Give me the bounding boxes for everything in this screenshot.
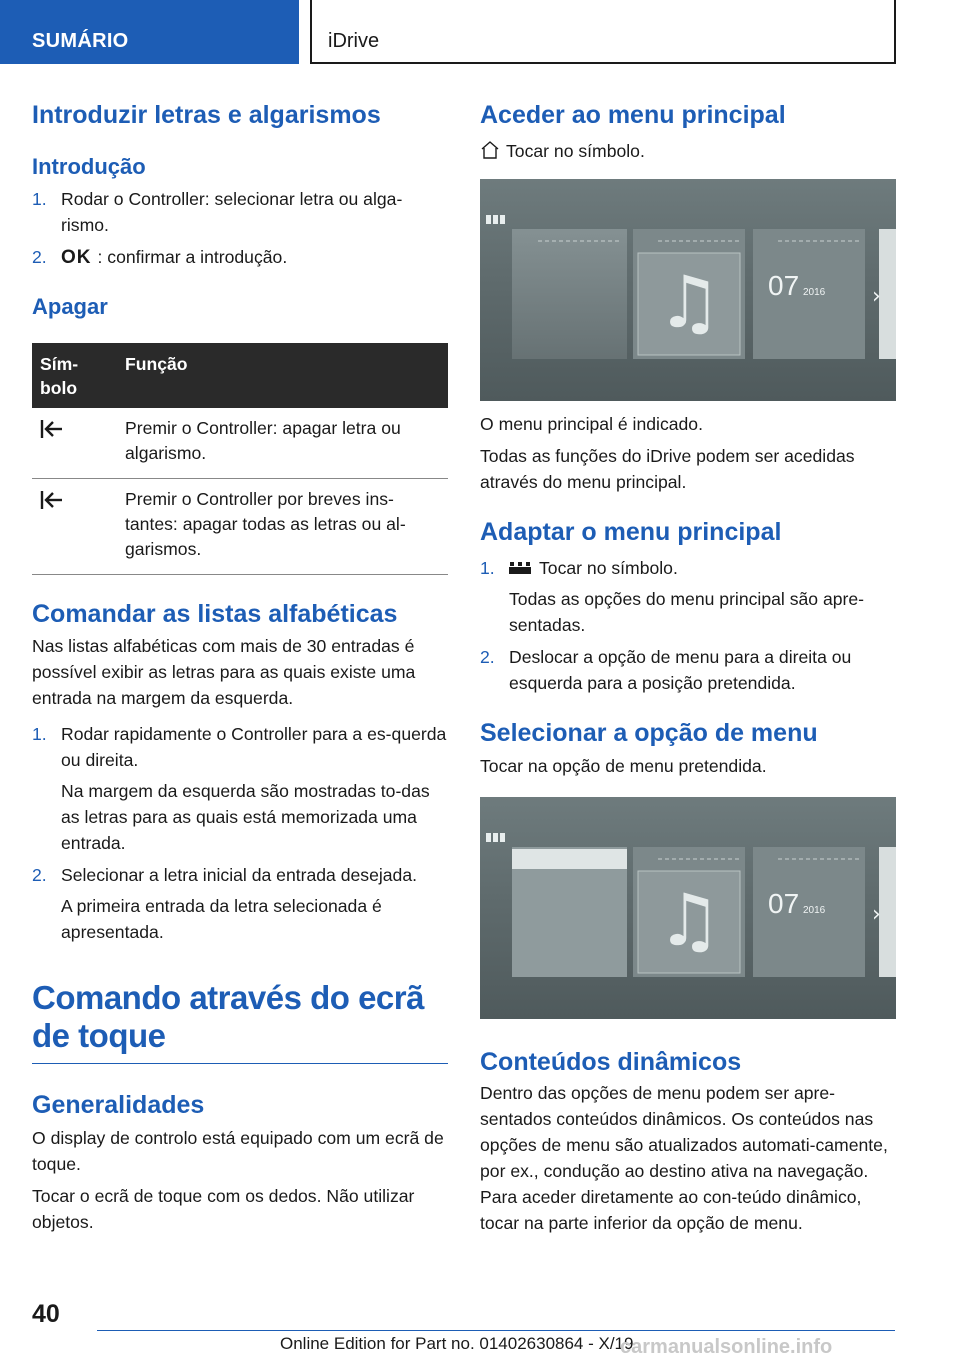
heading-letters: Introduzir letras e algarismos [32,101,381,129]
right-column [480,100,896,1236]
symbol-table [32,343,448,575]
general-paragraph-1: O display de controlo está equipado com um ecrã de toque. [32,1127,444,1174]
delete-arrow-icon [40,418,64,440]
step-text: Rodar rapidamente o Controller para a es-querda ou direita. [61,723,447,770]
header-bar [0,0,960,66]
idrive-screenshot-select [480,797,896,1019]
lists-intro: Nas listas alfabéticas com mais de 30 entradas é possível exibir as letras para as quais existe uma entrada na margem da esquerda. [32,635,416,708]
table-cell-symbol [32,408,117,479]
idrive-screen-graphic [480,179,896,401]
table-header-row [32,343,448,408]
tile-next [879,847,896,977]
date-year: 2016 [803,287,826,299]
general-paragraph-2: Tocar o ecrã de toque com os dedos. Não utilizar objetos. [32,1185,415,1232]
table-header-function: Função [117,343,448,408]
step-text: Selecionar a letra inicial da entrada desejada. [61,864,418,885]
music-note-icon: ♫ [656,260,722,345]
heading-input: Introdução [32,154,146,180]
heading-delete: Apagar [32,293,108,319]
select-paragraph: Tocar na opção de menu pretendida. [480,755,767,776]
list-item [480,644,896,696]
delete-arrow-icon [40,489,64,511]
footer-edition: Online Edition for Part no. 01402630864 - X/19 [280,1334,634,1353]
tab-summary[interactable]: SUMÁRIO [0,0,299,64]
step-number: 2. [32,246,47,267]
tile-selected-header [512,849,627,869]
table-row [32,408,448,479]
step-text: Tocar no símbolo. [539,557,678,578]
step-text: Rodar o Controller: selecionar letra ou alga-rismo. [61,188,403,235]
tile-next [879,229,896,359]
heading-general: Generalidades [32,1090,205,1119]
step-number: 2. [480,646,495,667]
heading-main-menu: Aceder ao menu principal [480,101,786,129]
step-number: 1. [32,188,47,209]
heading-alpha-lists: Comandar as listas alfabéticas [32,600,398,629]
music-note-icon: ♫ [656,877,722,962]
list-item [32,721,448,856]
table-cell-function: Premir o Controller por breves ins-tantes: apagar todas as letras ou al-garismos. [117,479,448,575]
date-number: 07 [768,270,800,302]
table-row [32,479,448,575]
main-menu-hint-text: Tocar no símbolo. [506,141,645,162]
heading-adapt-menu: Adaptar o menu principal [480,518,782,547]
table-cell-symbol [32,479,117,575]
input-steps [32,186,448,271]
step-number: 1. [480,557,495,578]
list-item [32,862,448,945]
step-subtext: Todas as opções do menu principal são apre-sentadas. [509,588,865,635]
step-subtext: Na margem da esquerda são mostradas to-das as letras para as quais está memorizada uma entrada. [61,780,430,853]
chevron-right-icon: › [872,284,881,310]
main-menu-paragraph-2: Todas as funções do iDrive podem ser acedidas através do menu principal. [480,446,855,493]
dynamic-paragraph: Dentro das opções de menu podem ser apre-sentados conteúdos dinâmicos. Os conteúdos nas opções de menu são atualizados automati-camente, por ex., condução ao destino ativa na navegação. Para aceder diretamente ao con-teúdo dinâmico, tocar na parte inferior da opção de menu. [480,1083,888,1233]
heading-dynamic-content: Conteúdos dinâmicos [480,1047,742,1076]
step-number: 1. [32,723,47,744]
page-number: 40 [32,1300,60,1328]
menu-icon [509,561,531,575]
lists-steps [32,721,448,945]
heading-select-option: Selecionar a opção de menu [480,718,818,747]
step-text: : confirmar a introdução. [97,246,288,267]
home-icon [480,140,500,160]
main-menu-paragraph-1: O menu principal é indicado. [480,414,703,435]
idrive-screenshot-main [480,179,896,401]
tab-section-idrive[interactable]: iDrive [310,0,896,64]
tile-vehicle [512,229,627,359]
chevron-right-icon: › [872,901,881,927]
footer-divider [97,1330,895,1331]
left-column [32,100,448,1235]
menu-icon [486,215,505,224]
idrive-screen-graphic [480,797,896,1019]
date-year: 2016 [803,904,826,916]
table-header-symbol: Sím-bolo [32,343,117,408]
ok-icon: OK [61,246,92,268]
list-item [32,244,448,271]
adapt-steps [480,555,896,696]
watermark: carmanualsonline.info [620,1336,833,1358]
heading-touchscreen: Comando através do ecrã de toque [32,979,448,1064]
table-cell-function: Premir o Controller: apagar letra ou algarismo. [117,408,448,479]
menu-icon [486,833,505,842]
list-item [480,555,896,638]
main-menu-hint [480,139,896,163]
list-item [32,186,448,238]
date-number: 07 [768,887,800,919]
step-subtext: A primeira entrada da letra selecionada é apresentada. [61,895,382,942]
step-number: 2. [32,864,47,885]
step-text: Deslocar a opção de menu para a direita ou esquerda para a posição pretendida. [509,646,852,693]
